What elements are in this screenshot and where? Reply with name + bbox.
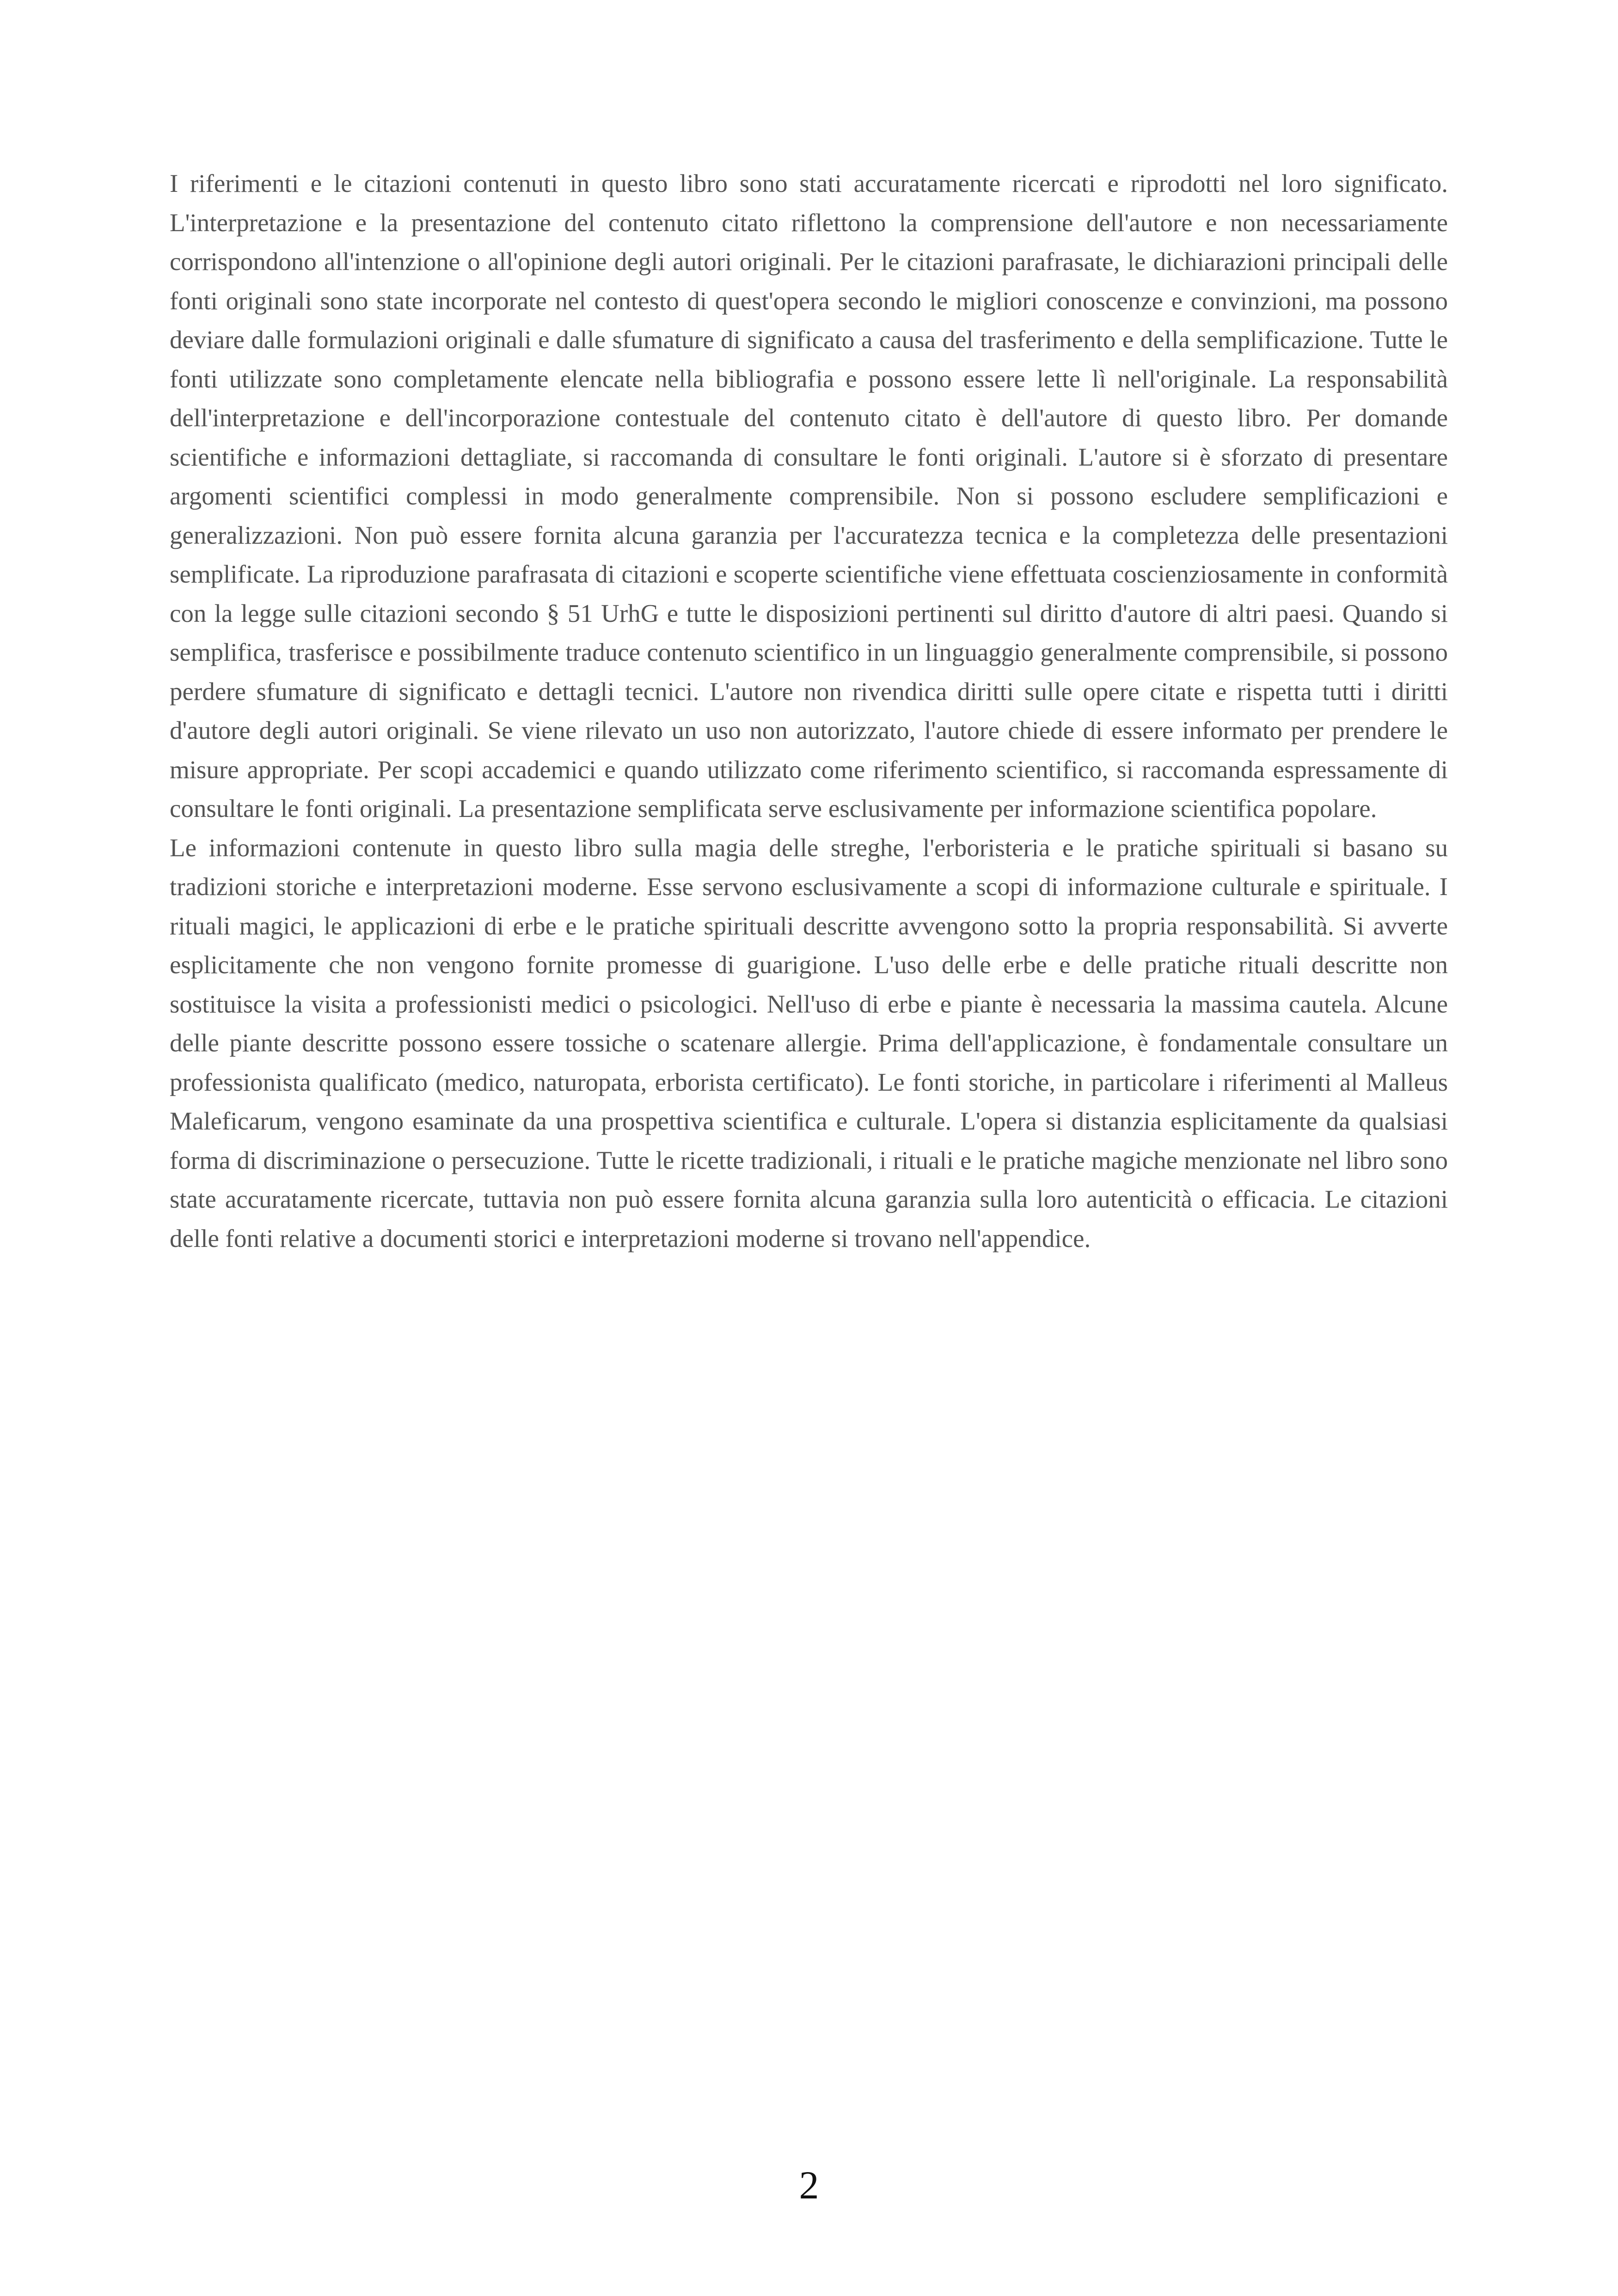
disclaimer-paragraph-herbs: Le informazioni contenute in questo libro sulla magia delle streghe, l'erboristeria e le pratiche spirituali si basano su tradizioni storiche e interpretazioni moderne. Esse servono esclusivamente a scopi di informazione culturale e spirituale. I rituali magici, le applicazioni di erbe e le pratiche spirituali descritte avvengono sotto la propria responsabilità. Si avverte esplicitamente che non vengono fornite promesse di guarigione. L'uso delle erbe e delle pratiche rituali descritte non sostituisce la visita a professionisti medici o psicologici. Nell'uso di erbe e piante è necessaria la massima cautela. Alcune delle piante descritte possono essere tossiche o scatenare allergie. Prima dell'applicazione, è fondamentale consultare un professionista qualificato (medico, naturopata, erborista certificato). Le fonti storiche, in particolare i riferimenti al Malleus Maleficarum, vengono esaminate da una prospettiva scientifica e culturale. L'opera si distanzia esplicitamente da qualsiasi forma di discriminazione o persecuzione. Tutte le ricette tradizionali, i rituali e le pratiche magiche menzionate nel libro sono state accuratamente ricercate, tuttavia non può essere fornita alcuna garanzia sulla loro autenticità o efficacia. Le citazioni delle fonti relative a documenti storici e interpretazioni moderne si trovano nell'appendice. — [170, 833, 1448, 1252]
disclaimer-paragraph-citations: I riferimenti e le citazioni contenuti in questo libro sono stati accuratamente ricercati e riprodotti nel loro significato. L'interpretazione e la presentazione del contenuto citato riflettono la comprensione dell'autore e non necessariamente corrispondono all'intenzione o all'opinione degli autori originali. Per le citazioni parafrasate, le dichiarazioni principali delle fonti originali sono state incorporate nel contesto di quest'opera secondo le migliori conoscenze e convinzioni, ma possono deviare dalle formulazioni originali e dalle sfumature di significato a causa del trasferimento e della semplificazione. Tutte le fonti utilizzate sono completamente elencate nella bibliografia e possono essere lette lì nell'originale. La responsabilità dell'interpretazione e dell'incorporazione contestuale del contenuto citato è dell'autore di questo libro. Per domande scientifiche e informazioni dettagliate, si raccomanda di consultare le fonti originali. L'autore si è sforzato di presentare argomenti scientifici complessi in modo generalmente comprensibile. Non si possono escludere semplificazioni e generalizzazioni. Non può essere fornita alcuna garanzia per l'accuratezza tecnica e la completezza delle presentazioni semplificate. La riproduzione parafrasata di citazioni e scoperte scientifiche viene effettuata coscienziosamente in conformità con la legge sulle citazioni secondo § 51 UrhG e tutte le disposizioni pertinenti sul diritto d'autore di altri paesi. Quando si semplifica, trasferisce e possibilmente traduce contenuto scientifico in un linguaggio generalmente comprensibile, si possono perdere sfumature di significato e dettagli tecnici. L'autore non rivendica diritti sulle opere citate e rispetta tutti i diritti d'autore degli autori originali. Se viene rilevato un uso non autorizzato, l'autore chiede di essere informato per prendere le misure appropriate. Per scopi accademici e quando utilizzato come riferimento scientifico, si raccomanda espressamente di consultare le fonti originali. La presentazione semplificata serve esclusivamente per informazione scientifica popolare. — [170, 169, 1448, 823]
page-number: 2 — [799, 2163, 819, 2207]
body-text — [170, 164, 1448, 1258]
